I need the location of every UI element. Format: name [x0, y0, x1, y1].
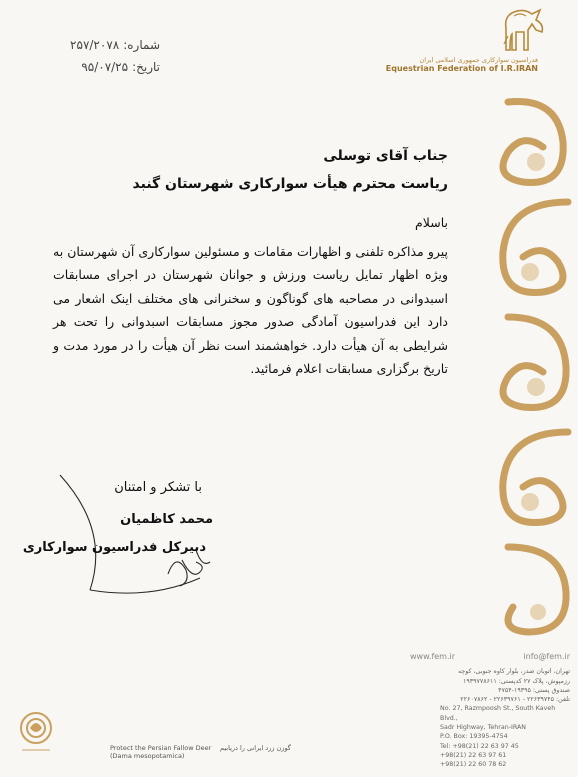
address-fa-2: رزمپوش، پلاک ۲۷ کدپستی: ۱۹۳۹۷۷۸۶۱۱	[462, 677, 570, 685]
campaign-fa: گوزن زرد ایرانی را دریابیم	[220, 744, 291, 752]
signer-title: دبیرکل فدراسیون سوارکاری	[22, 540, 206, 555]
horse-logo-icon	[420, 6, 560, 56]
federation-logo	[385, 6, 560, 76]
reference-date-label: تاریخ:	[132, 60, 160, 74]
closing-regards: با تشکر و امتنان	[114, 480, 202, 495]
recipient-name: جناب آقای توسلی	[323, 148, 448, 164]
federation-name-en: Equestrian Federation of I.R.IRAN	[385, 64, 538, 73]
po-box-fa: صندوق پستی: ۱۹۳۹۵-۴۷۵۴	[498, 686, 570, 694]
decorative-ornament	[488, 92, 578, 647]
website-link[interactable]: www.fem.ir	[410, 652, 456, 661]
reference-date-value: ۹۵/۰۷/۲۵	[81, 60, 129, 74]
po-box-en: P.O. Box: 19395-4754	[440, 733, 508, 741]
campaign-en: Protect the Persian Fallow Deer	[110, 744, 212, 752]
campaign-en-2: (Dama mesopotamica)	[110, 752, 185, 760]
email-link[interactable]: info@fem.ir	[523, 652, 570, 661]
federation-name-fa: فدراسیون سوارکاری جمهوری اسلامی ایران	[419, 56, 538, 64]
recipient-title: ریاست محترم هیأت سوارکاری شهرستان گنبد	[132, 176, 448, 192]
web-row	[410, 652, 570, 661]
reference-number-value: ۲۵۷/۲۰۷۸	[70, 38, 120, 52]
phone-3: +98(21) 22 60 78 62	[440, 761, 507, 769]
phone-1: Tel: +98(21) 22 63 97 45	[440, 742, 519, 750]
reference-number-row	[40, 34, 160, 56]
phones-fa: تلفن: ۲۲۶۳۹۷۴۵ - ۲۲۶۳۹۷۶۱ - ۲۲۶۰۷۸۶۲	[460, 696, 570, 704]
greeting: باسلام	[415, 215, 448, 230]
contact-block	[410, 652, 570, 770]
phone-2: +98(21) 22 63 97 61	[440, 751, 507, 759]
reference-number-label: شماره:	[123, 38, 160, 52]
reference-date-row	[40, 56, 160, 78]
address-en-1: No. 27, Razmpoosh St., South Kaveh Blvd.,	[440, 705, 556, 722]
address-fa-1: تهران، اتوبان صدر، بلوار کاوه جنوبی، کوچه	[457, 668, 570, 676]
address-en-2: Sadr Highway, Tehran-IRAN	[440, 724, 527, 732]
deer-emblem-icon	[16, 708, 56, 758]
signer-name: محمد کاظمیان	[120, 512, 213, 527]
letter-body: پیرو مذاکره تلفنی و اظهارات مقامات و مسئولین سوارکاری آن شهرستان به ویژه اظهار تمایل ریاست ورزش و جوانان شهرستان در اجرای مسابقات اسبدوانی در مصاحبه های گوناگون و سخنرانی های مختلف اینک اشعار می دارد این فدراسیون آمادگی صدور مجوز مسابقات اسبدوانی را تحت هر شرایطی به آن هیأت دارد. خواهشمند است نظر آن هیأت را در مورد مدت و تاریخ برگزاری مسابقات اعلام فرمائید.	[53, 244, 448, 377]
campaign-text	[110, 744, 291, 760]
reference-block	[40, 34, 160, 78]
